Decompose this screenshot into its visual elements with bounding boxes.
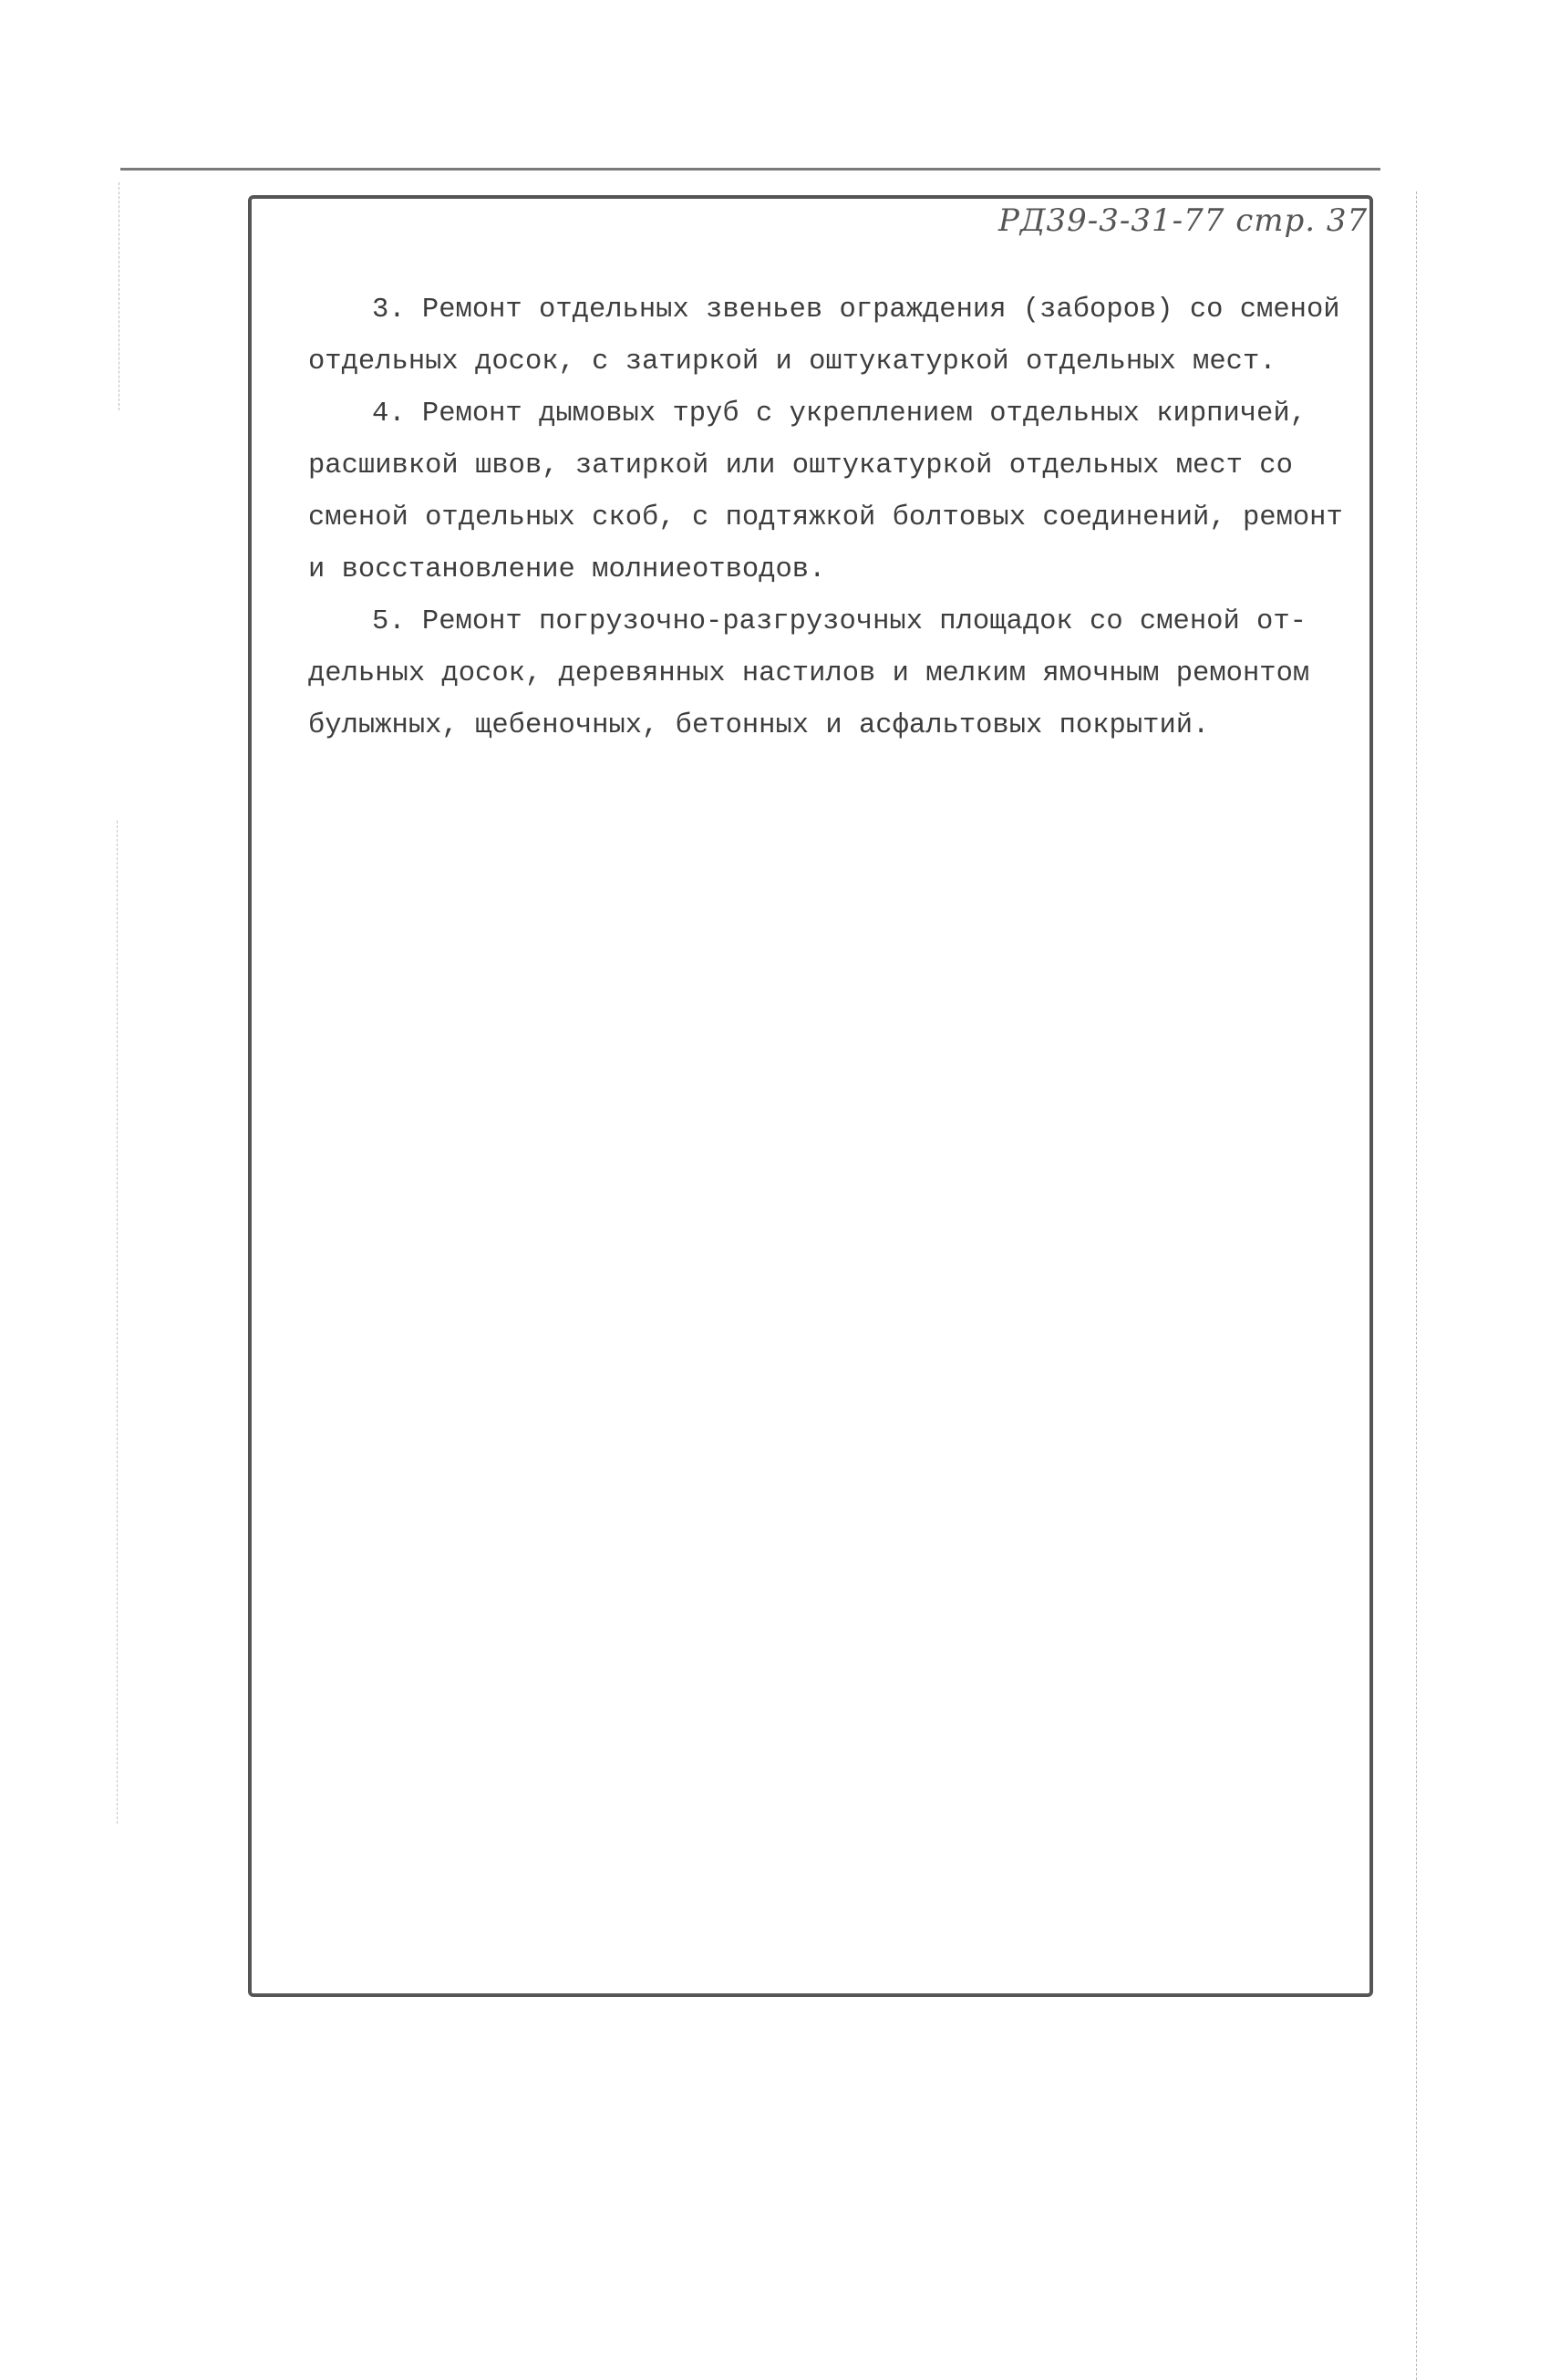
paragraph-4 bbox=[308, 388, 1343, 596]
text-line: 4. Ремонт дымовых труб с укреплением отдельных кирпичей, bbox=[372, 398, 1307, 429]
text-line: 5. Ремонт погрузочно-разгрузочных площадок со сменой от- bbox=[372, 606, 1307, 637]
text-line: и восстановление молниеотводов. bbox=[308, 554, 826, 585]
paragraph-3 bbox=[308, 285, 1338, 388]
scan-border-left-lower bbox=[117, 821, 118, 1824]
scan-border-right bbox=[1416, 191, 1417, 2380]
text-line: дельных досок, деревянных настилов и мелким ямочным ремонтом bbox=[308, 658, 1310, 689]
text-line: сменой отдельных скоб, с подтяжкой болтовых соединений, ремонт bbox=[308, 502, 1343, 533]
document-code: РД39-3-31-77 стр. 37 bbox=[998, 202, 1369, 239]
scan-border-top bbox=[120, 168, 1380, 171]
paragraph-5 bbox=[308, 596, 1338, 752]
text-line: 3. Ремонт отдельных звеньев ограждения (заборов) со сменой bbox=[372, 295, 1340, 326]
text-line: расшивкой швов, затиркой или оштукатуркой отдельных мест со bbox=[308, 450, 1293, 481]
text-line: булыжных, щебеночных, бетонных и асфальтовых покрытий. bbox=[308, 710, 1210, 741]
page-body bbox=[308, 285, 1343, 752]
text-line: отдельных досок, с затиркой и оштукатуркой отдельных мест. bbox=[308, 347, 1276, 378]
